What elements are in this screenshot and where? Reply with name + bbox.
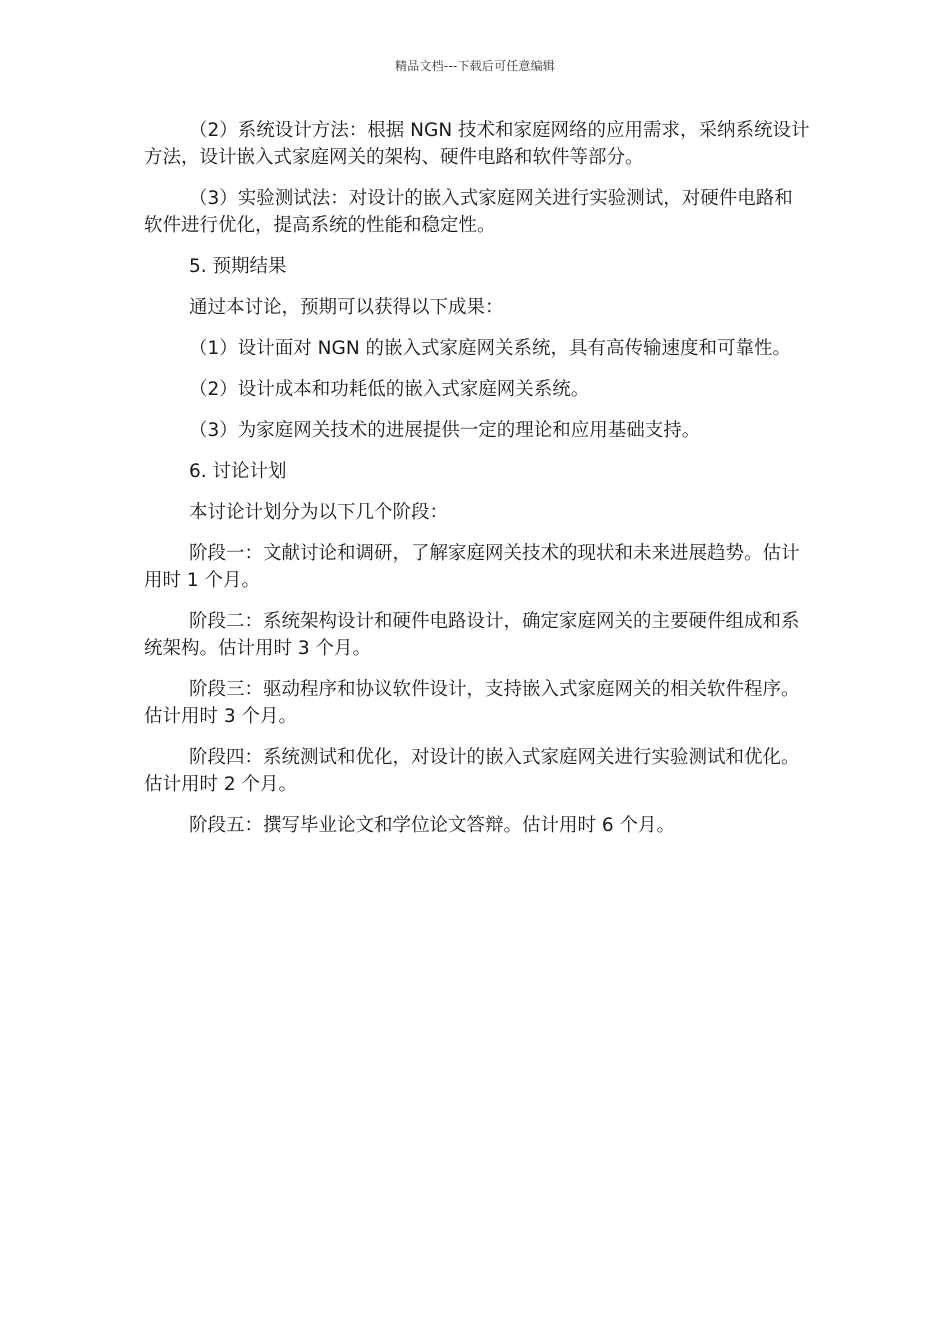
section-heading-plan: 6. 讨论计划 xyxy=(189,461,287,482)
paragraph-stage-4: 阶段四：系统测试和优化，对设计的嵌入式家庭网关进行实验测试和优化。估计用时 2 个月。 xyxy=(144,747,800,795)
paragraph-stage-2: 阶段二：系统架构设计和硬件电路设计，确定家庭网关的主要硬件组成和系统架构。估计用时 3 个月。 xyxy=(144,611,800,659)
paragraph-result-2: （2）设计成本和功耗低的嵌入式家庭网关系统。 xyxy=(189,379,590,400)
paragraph-result-3: （3）为家庭网关技术的进展提供一定的理论和应用基础支持。 xyxy=(189,420,701,441)
paragraph-stage-1: 阶段一：文献讨论和调研，了解家庭网关技术的现状和未来进展趋势。估计用时 1 个月。 xyxy=(144,543,800,591)
paragraph-stage-5: 阶段五：撰写毕业论文和学位论文答辩。估计用时 6 个月。 xyxy=(189,815,676,836)
section-heading-expected-results: 5. 预期结果 xyxy=(189,256,287,277)
paragraph-plan-intro: 本讨论计划分为以下几个阶段： xyxy=(189,502,449,523)
paragraph-method-system-design: （2）系统设计方法：根据 NGN 技术和家庭网络的应用需求，采纳系统设计方法，设计嵌入式家庭网关的架构、硬件电路和软件等部分。 xyxy=(144,120,810,168)
paragraph-method-experiment: （3）实验测试法：对设计的嵌入式家庭网关进行实验测试，对硬件电路和软件进行优化，提高系统的性能和稳定性。 xyxy=(144,188,793,236)
paragraph-results-intro: 通过本讨论，预期可以获得以下成果： xyxy=(189,297,504,318)
paragraph-stage-3: 阶段三：驱动程序和协议软件设计，支持嵌入式家庭网关的相关软件程序。估计用时 3 个月。 xyxy=(144,679,800,727)
page-header: 精品文档---下载后可任意编辑 xyxy=(395,59,555,73)
document-body xyxy=(144,117,810,853)
paragraph-result-1: （1）设计面对 NGN 的嵌入式家庭网关系统，具有高传输速度和可靠性。 xyxy=(189,338,792,359)
